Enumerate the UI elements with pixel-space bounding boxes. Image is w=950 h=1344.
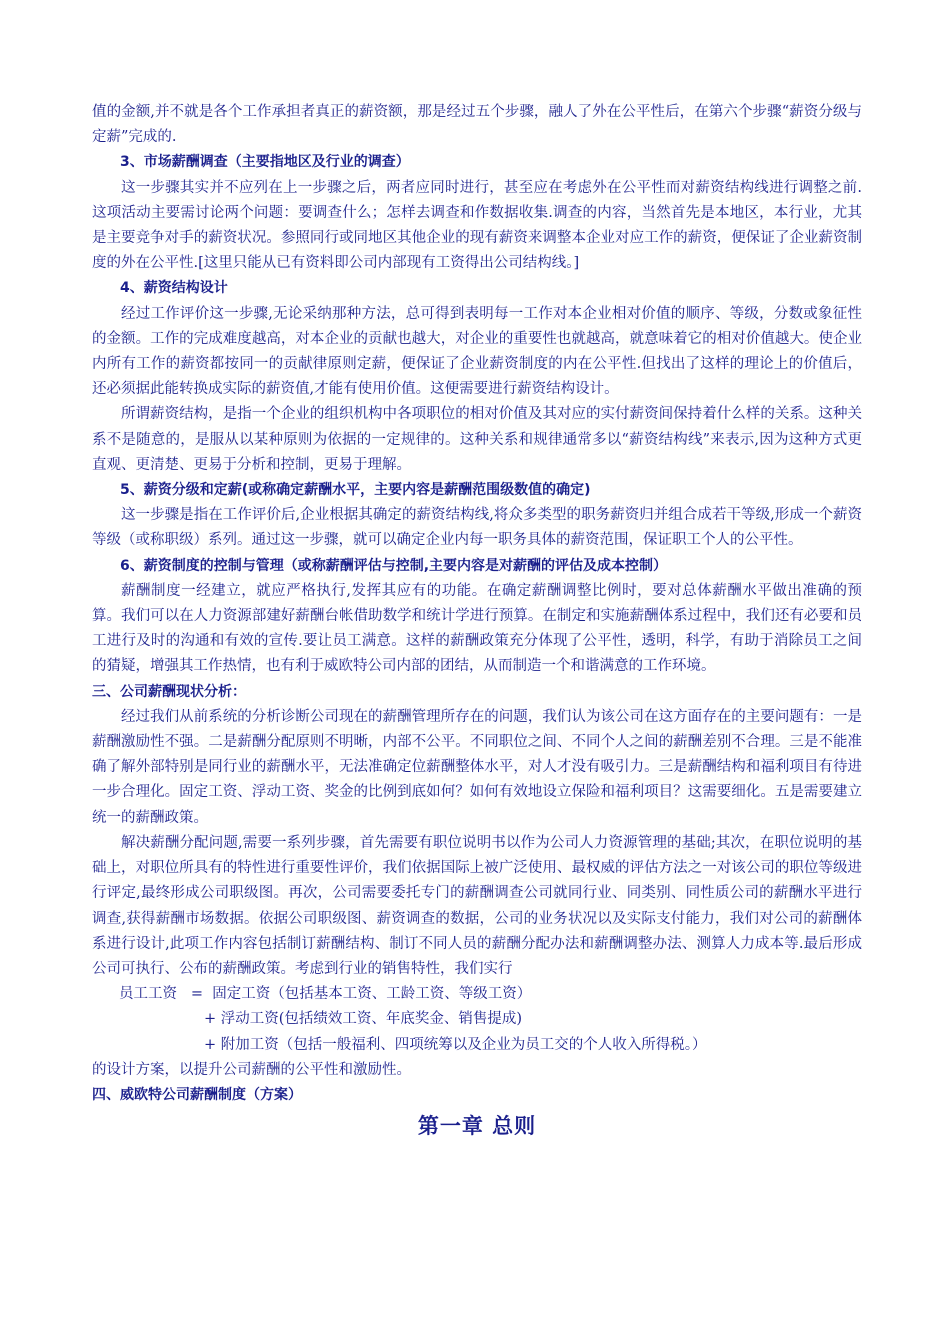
paragraph-current-analysis-2: 解决薪酬分配问题,需要一系列步骤，首先需要有职位说明书以作为公司人力资源管理的基础;其次，在职位说明的基础上，对职位所具有的特性进行重要性评价，我们依据国际上被广泛使用、最权威的评估方法之一对该公司的职位等级进行评定,最终形成公司职级图。再次，公司需要委托专门的薪酬调查公司就同行业、同类别、同性质公司的薪酬水平进行调查,获得薪酬市场数据。依据公司职级图、薪资调查的数据，公司的业务状况以及实际支付能力，我们对公司的薪酬体系进行设计,此项工作内容包括制订薪酬结构、制订不同人员的薪酬分配办法和薪酬调整办法、测算人力成本等.最后形成公司可执行、公布的薪酬政策。考虑到行业的销售特性，我们实行 xyxy=(92,834,862,977)
heading-section-four: 四、威欧特公司薪酬制度（方案） xyxy=(92,1086,302,1103)
heading-salary-grading: 5、薪资分级和定薪(或称确定薪酬水平，主要内容是薪酬范围级数值的确定) xyxy=(120,482,591,499)
paragraph-design-scheme: 的设计方案，以提升公司薪酬的公平性和激励性。 xyxy=(92,1061,411,1078)
formula-line-1: 员工工资 = 固定工资（包括基本工资、工龄工资、等级工资） xyxy=(119,986,532,1003)
paragraph-current-analysis-1: 经过我们从前系统的分析诊断公司现在的薪酬管理所存在的问题，我们认为该公司在这方面存在的主要问题有：一是薪酬激励性不强。二是薪酬分配原则不明晰，内部不公平。不同职位之间、不同个人之间的薪酬差别不合理。三是不能准确了解外部特别是同行业的薪酬水平，无法准确定位薪酬整体水平，对人才没有吸引力。三是薪酬结构和福利项目有待进一步合理化。固定工资、浮动工资、奖金的比例到底如何？如何有效地设立保险和福利项目？这需要细化。五是需要建立统一的薪酬政策。 xyxy=(92,708,862,826)
heading-salary-control: 6、薪资制度的控制与管理（或称薪酬评估与控制,主要内容是对薪酬的评估及成本控制） xyxy=(120,557,668,574)
formula-line-3: + 附加工资（包括一般福利、四项统筹以及企业为员工交的个人收入所得税。） xyxy=(204,1036,707,1053)
paragraph-salary-control: 薪酬制度一经建立，就应严格执行,发挥其应有的功能。在确定薪酬调整比例时，要对总体薪酬水平做出准确的预算。我们可以在人力资源部建好薪酬台帐借助数学和统计学进行预算。在制定和实施薪酬体系过程中，我们还有必要和员工进行及时的沟通和有效的宣传.要让员工满意。这样的薪酬政策充分体现了公平性，透明，科学，有助于消除员工之间的猜疑，增强其工作热情，也有利于威欧特公司内部的团结，从而制造一个和谐满意的工作环境。 xyxy=(92,582,862,675)
paragraph-market-survey: 这一步骤其实并不应列在上一步骤之后，两者应同时进行，甚至应在考虑外在公平性而对薪资结构线进行调整之前.这项活动主要需讨论两个问题：要调查什么；怎样去调查和作数据收集.调查的内容，当然首先是本地区，本行业，尤其是主要竞争对手的薪资状况。参照同行或同地区其他企业的现有薪资来调整本企业对应工作的薪资，便保证了企业薪资制度的外在公平性.[这里只能从已有资料即公司内部现有工资得出公司结构线。] xyxy=(92,179,862,272)
heading-market-survey: 3、市场薪酬调查（主要指地区及行业的调查） xyxy=(120,154,410,171)
chapter-title: 第一章 总则 xyxy=(417,1114,537,1139)
document-page xyxy=(92,100,862,1139)
heading-salary-structure: 4、薪资结构设计 xyxy=(120,280,228,297)
paragraph-intro: 值的金额,并不就是各个工作承担者真正的薪资额，那是经过五个步骤，融人了外在公平性后，在第六个步骤“薪资分级与定薪”完成的. xyxy=(92,104,862,146)
heading-section-three: 三、公司薪酬现状分析： xyxy=(92,683,246,700)
paragraph-salary-grading: 这一步骤是指在工作评价后,企业根据其确定的薪资结构线,将众多类型的职务薪资归并组合成若干等级,形成一个薪资等级（或称职级）系列。通过这一步骤，就可以确定企业内每一职务具体的薪资范围，保证职工个人的公平性。 xyxy=(92,507,862,549)
formula-line-2: + 浮动工资(包括绩效工资、年底奖金、销售提成) xyxy=(204,1011,523,1028)
paragraph-salary-structure-1: 经过工作评价这一步骤,无论采纳那种方法，总可得到表明每一工作对本企业相对价值的顺序、等级，分数或象征性的金额。工作的完成难度越高，对本企业的贡献也越大，对企业的重要性也就越高，就意味着它的相对价值越大。使企业内所有工作的薪资都按同一的贡献律原则定薪，便保证了企业薪资制度的内在公平性.但找出了这样的理论上的价值后，还必须据此能转换成实际的薪资值,才能有使用价值。这便需要进行薪资结构设计。 xyxy=(92,305,862,398)
paragraph-salary-structure-2: 所谓薪资结构，是指一个企业的组织机构中各项职位的相对价值及其对应的实付薪资间保持着什么样的关系。这种关系不是随意的，是服从以某种原则为依据的一定规律的。这种关系和规律通常多以“薪资结构线”来表示,因为这种方式更直观、更清楚、更易于分析和控制，更易于理解。 xyxy=(92,406,862,473)
